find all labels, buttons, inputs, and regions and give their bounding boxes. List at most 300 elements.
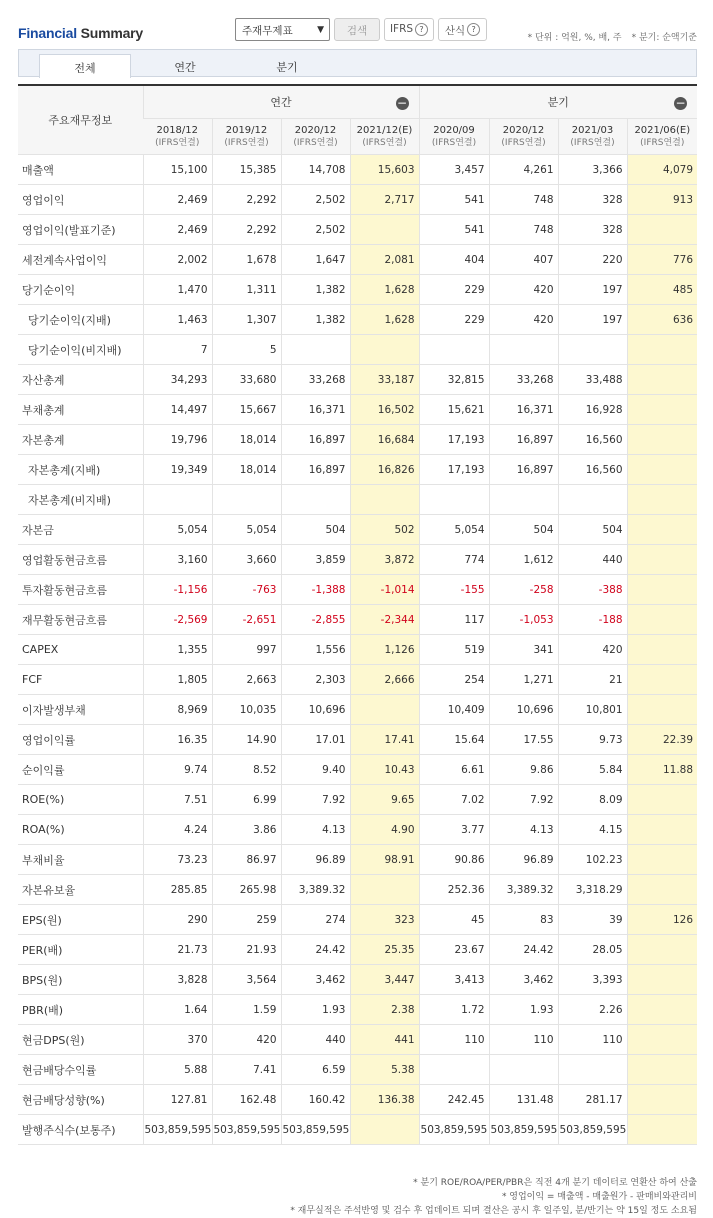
- value-cell: -2,569: [143, 605, 212, 635]
- value-cell: 420: [212, 1025, 281, 1055]
- value-cell: [212, 485, 281, 515]
- table-row: [18, 1115, 697, 1145]
- value-cell: [419, 1055, 489, 1085]
- value-cell: 2,002: [143, 245, 212, 275]
- row-label: 현금DPS(원): [18, 1025, 143, 1055]
- value-cell: 7.02: [419, 785, 489, 815]
- period-basis: (IFRS연결): [155, 137, 200, 148]
- row-label: 순이익률: [18, 755, 143, 785]
- value-cell: 3,660: [212, 545, 281, 575]
- value-cell: 197: [558, 305, 627, 335]
- value-cell: 5,054: [419, 515, 489, 545]
- row-label: CAPEX: [18, 635, 143, 665]
- table-row: [18, 635, 697, 665]
- statement-select-value: 주재무제표: [242, 25, 293, 37]
- value-cell: 10.43: [350, 755, 419, 785]
- value-cell: 5.84: [558, 755, 627, 785]
- period-basis: (IFRS연결): [570, 137, 615, 148]
- value-cell: 18,014: [212, 425, 281, 455]
- value-cell: 4,261: [489, 155, 558, 185]
- value-cell: 33,268: [281, 365, 350, 395]
- value-cell: 2,717: [350, 185, 419, 215]
- value-cell: 16,897: [281, 425, 350, 455]
- value-cell: 748: [489, 185, 558, 215]
- period-label: 2019/12: [225, 124, 268, 136]
- value-cell: 126: [627, 905, 697, 935]
- table-row: [18, 185, 697, 215]
- value-cell: 504: [489, 515, 558, 545]
- value-cell: 15,621: [419, 395, 489, 425]
- period-label: 2020/12: [502, 124, 545, 136]
- unit-text: * 단위 : 억원, %, 배, 주: [527, 33, 622, 43]
- row-label: 발행주식수(보통주): [18, 1115, 143, 1145]
- value-cell: 3,828: [143, 965, 212, 995]
- value-cell: 3,457: [419, 155, 489, 185]
- value-cell: 16,502: [350, 395, 419, 425]
- table-row: [18, 1055, 697, 1085]
- value-cell: 370: [143, 1025, 212, 1055]
- row-label: 영업이익: [18, 185, 143, 215]
- value-cell: 229: [419, 275, 489, 305]
- period-label: 2021/06(E): [634, 124, 691, 136]
- value-cell: [627, 1055, 697, 1085]
- footnote: * 분기 ROE/ROA/PER/PBR은 직전 4개 분기 데이터로 연환산 하여 산출: [413, 1178, 697, 1188]
- value-cell: 6.59: [281, 1055, 350, 1085]
- value-cell: 21.73: [143, 935, 212, 965]
- value-cell: 3,462: [281, 965, 350, 995]
- value-cell: 2.26: [558, 995, 627, 1025]
- table-row: [18, 365, 697, 395]
- period-header: [350, 119, 419, 155]
- value-cell: 3.86: [212, 815, 281, 845]
- value-cell: 1,355: [143, 635, 212, 665]
- value-cell: 636: [627, 305, 697, 335]
- value-cell: 1.64: [143, 995, 212, 1025]
- value-cell: [627, 815, 697, 845]
- value-cell: 3,389.32: [281, 875, 350, 905]
- value-cell: 10,801: [558, 695, 627, 725]
- value-cell: 281.17: [558, 1085, 627, 1115]
- value-cell: [419, 485, 489, 515]
- row-label: 당기순이익(비지배): [18, 335, 143, 365]
- table-row: [18, 215, 697, 245]
- header: [0, 0, 713, 48]
- value-cell: [627, 1115, 697, 1145]
- value-cell: 15,603: [350, 155, 419, 185]
- value-cell: 83: [489, 905, 558, 935]
- value-cell: [627, 785, 697, 815]
- value-cell: 117: [419, 605, 489, 635]
- row-label: BPS(원): [18, 965, 143, 995]
- value-cell: 110: [558, 1025, 627, 1055]
- footnotes: [290, 1176, 697, 1218]
- value-cell: [350, 695, 419, 725]
- question-icon: ?: [467, 23, 480, 36]
- value-cell: [627, 575, 697, 605]
- value-cell: 21: [558, 665, 627, 695]
- value-cell: 16,897: [281, 455, 350, 485]
- value-cell: [419, 335, 489, 365]
- value-cell: 2,292: [212, 215, 281, 245]
- table-row: [18, 695, 697, 725]
- value-cell: 10,035: [212, 695, 281, 725]
- value-cell: [350, 1115, 419, 1145]
- search-button-label: 검색: [346, 25, 368, 37]
- value-cell: 7.92: [489, 785, 558, 815]
- value-cell: -1,388: [281, 575, 350, 605]
- value-cell: 9.73: [558, 725, 627, 755]
- value-cell: [627, 875, 697, 905]
- table-row: [18, 515, 697, 545]
- footnote: * 영업이익 = 매출액 - 매출원가 - 판매비와관리비: [501, 1192, 697, 1202]
- value-cell: 96.89: [281, 845, 350, 875]
- value-cell: -2,855: [281, 605, 350, 635]
- value-cell: 503,859,595: [212, 1115, 281, 1145]
- value-cell: 32,815: [419, 365, 489, 395]
- value-cell: 3,366: [558, 155, 627, 185]
- value-cell: [627, 515, 697, 545]
- value-cell: 17.55: [489, 725, 558, 755]
- value-cell: 6.61: [419, 755, 489, 785]
- value-cell: 2,469: [143, 185, 212, 215]
- value-cell: 5,054: [143, 515, 212, 545]
- value-cell: 8.09: [558, 785, 627, 815]
- row-label: 자본유보율: [18, 875, 143, 905]
- brand-title: [18, 25, 143, 41]
- value-cell: 16,371: [281, 395, 350, 425]
- value-cell: 5.38: [350, 1055, 419, 1085]
- value-cell: 9.74: [143, 755, 212, 785]
- value-cell: -188: [558, 605, 627, 635]
- value-cell: [627, 665, 697, 695]
- value-cell: 1,678: [212, 245, 281, 275]
- value-cell: [627, 605, 697, 635]
- value-cell: 8,969: [143, 695, 212, 725]
- value-cell: [350, 485, 419, 515]
- value-cell: 18,014: [212, 455, 281, 485]
- value-cell: 15,667: [212, 395, 281, 425]
- table-row: [18, 1085, 697, 1115]
- value-cell: [143, 485, 212, 515]
- value-cell: 997: [212, 635, 281, 665]
- group-quarter-label: 분기: [547, 96, 569, 109]
- value-cell: [627, 965, 697, 995]
- formula-label: 산식: [444, 25, 466, 37]
- value-cell: 1,126: [350, 635, 419, 665]
- value-cell: 33,680: [212, 365, 281, 395]
- value-cell: 33,488: [558, 365, 627, 395]
- value-cell: 2,502: [281, 185, 350, 215]
- value-cell: -763: [212, 575, 281, 605]
- period-basis: (IFRS연결): [431, 137, 477, 148]
- value-cell: 9.40: [281, 755, 350, 785]
- basis-text: * 분기: 순액기준: [631, 33, 697, 43]
- value-cell: 16,897: [489, 425, 558, 455]
- value-cell: 16,560: [558, 425, 627, 455]
- period-header: [281, 119, 350, 155]
- value-cell: 1,271: [489, 665, 558, 695]
- period-label: 2021/03: [571, 124, 614, 136]
- value-cell: [489, 485, 558, 515]
- row-label: ROA(%): [18, 815, 143, 845]
- value-cell: 127.81: [143, 1085, 212, 1115]
- value-cell: 748: [489, 215, 558, 245]
- value-cell: [350, 335, 419, 365]
- row-header: 주요재무정보: [18, 85, 143, 155]
- period-label: 2020/12: [294, 124, 337, 136]
- value-cell: 503,859,595: [143, 1115, 212, 1145]
- period-header: [212, 119, 281, 155]
- value-cell: 328: [558, 215, 627, 245]
- statement-select[interactable]: [235, 18, 330, 41]
- value-cell: 24.42: [489, 935, 558, 965]
- row-label: 현금배당성향(%): [18, 1085, 143, 1115]
- value-cell: 1,628: [350, 305, 419, 335]
- tab-annual[interactable]: 연간: [174, 61, 196, 74]
- value-cell: 3,413: [419, 965, 489, 995]
- tab-quarter[interactable]: 분기: [276, 61, 298, 74]
- value-cell: [627, 395, 697, 425]
- value-cell: 24.42: [281, 935, 350, 965]
- row-label: 영업활동현금흐름: [18, 545, 143, 575]
- chevron-down-icon: ▼: [317, 25, 324, 35]
- formula-help-button[interactable]: [438, 18, 487, 41]
- table-row: [18, 275, 697, 305]
- value-cell: 131.48: [489, 1085, 558, 1115]
- table-row: [18, 335, 697, 365]
- value-cell: [627, 845, 697, 875]
- value-cell: 73.23: [143, 845, 212, 875]
- value-cell: 420: [489, 275, 558, 305]
- brand-financial: Financial: [18, 25, 77, 41]
- value-cell: 4.13: [489, 815, 558, 845]
- value-cell: 14,497: [143, 395, 212, 425]
- table-row: [18, 245, 697, 275]
- value-cell: 323: [350, 905, 419, 935]
- period-label: 2020/09: [433, 124, 475, 136]
- row-label: PBR(배): [18, 995, 143, 1025]
- period-basis: (IFRS연결): [293, 137, 338, 148]
- value-cell: 541: [419, 185, 489, 215]
- value-cell: -155: [419, 575, 489, 605]
- value-cell: 110: [419, 1025, 489, 1055]
- table-row: [18, 455, 697, 485]
- row-label: 당기순이익(지배): [18, 305, 143, 335]
- table-row: [18, 875, 697, 905]
- value-cell: 220: [558, 245, 627, 275]
- value-cell: 2,663: [212, 665, 281, 695]
- value-cell: 3,447: [350, 965, 419, 995]
- value-cell: 33,187: [350, 365, 419, 395]
- value-cell: [627, 335, 697, 365]
- row-label: FCF: [18, 665, 143, 695]
- value-cell: 2.38: [350, 995, 419, 1025]
- value-cell: 9.86: [489, 755, 558, 785]
- table-row: [18, 995, 697, 1025]
- value-cell: 913: [627, 185, 697, 215]
- value-cell: 96.89: [489, 845, 558, 875]
- value-cell: 1,556: [281, 635, 350, 665]
- value-cell: 440: [281, 1025, 350, 1055]
- value-cell: 25.35: [350, 935, 419, 965]
- value-cell: [281, 335, 350, 365]
- value-cell: 3,564: [212, 965, 281, 995]
- value-cell: 242.45: [419, 1085, 489, 1115]
- row-label: 자본총계(지배): [18, 455, 143, 485]
- ifrs-label: IFRS: [389, 23, 414, 35]
- value-cell: [489, 1055, 558, 1085]
- table-row: [18, 785, 697, 815]
- value-cell: 7.92: [281, 785, 350, 815]
- value-cell: 341: [489, 635, 558, 665]
- collapse-annual-icon[interactable]: −: [396, 96, 408, 110]
- value-cell: -2,344: [350, 605, 419, 635]
- period-header: [627, 119, 697, 155]
- value-cell: 10,696: [281, 695, 350, 725]
- value-cell: 102.23: [558, 845, 627, 875]
- period-basis: (IFRS연결): [224, 137, 269, 148]
- value-cell: 1,311: [212, 275, 281, 305]
- value-cell: 16.35: [143, 725, 212, 755]
- value-cell: 519: [419, 635, 489, 665]
- value-cell: 8.52: [212, 755, 281, 785]
- value-cell: 3,872: [350, 545, 419, 575]
- period-header: [143, 119, 212, 155]
- group-quarter: [419, 85, 697, 119]
- value-cell: -388: [558, 575, 627, 605]
- value-cell: 1,470: [143, 275, 212, 305]
- value-cell: 17,193: [419, 425, 489, 455]
- value-cell: 254: [419, 665, 489, 695]
- value-cell: [489, 335, 558, 365]
- table-row: [18, 305, 697, 335]
- value-cell: 259: [212, 905, 281, 935]
- value-cell: 274: [281, 905, 350, 935]
- value-cell: [350, 875, 419, 905]
- value-cell: 7: [143, 335, 212, 365]
- value-cell: 16,684: [350, 425, 419, 455]
- financial-summary-table: [18, 84, 697, 1145]
- row-label: 세전계속사업이익: [18, 245, 143, 275]
- table-row: [18, 545, 697, 575]
- value-cell: 420: [489, 305, 558, 335]
- value-cell: 4.13: [281, 815, 350, 845]
- value-cell: 16,928: [558, 395, 627, 425]
- value-cell: 2,081: [350, 245, 419, 275]
- row-label: 당기순이익: [18, 275, 143, 305]
- table-row: [18, 605, 697, 635]
- value-cell: 90.86: [419, 845, 489, 875]
- value-cell: 285.85: [143, 875, 212, 905]
- period-label: 2018/12: [156, 124, 199, 136]
- value-cell: 17.41: [350, 725, 419, 755]
- value-cell: 162.48: [212, 1085, 281, 1115]
- value-cell: -1,014: [350, 575, 419, 605]
- value-cell: 5.88: [143, 1055, 212, 1085]
- row-label: 영업이익률: [18, 725, 143, 755]
- period-tabs: [18, 49, 697, 77]
- value-cell: 3,389.32: [489, 875, 558, 905]
- value-cell: [627, 1025, 697, 1055]
- value-cell: 16,826: [350, 455, 419, 485]
- value-cell: 1,628: [350, 275, 419, 305]
- ifrs-help-button[interactable]: [384, 18, 434, 41]
- brand-summary: Summary: [76, 25, 143, 41]
- row-label: PER(배): [18, 935, 143, 965]
- row-label: 현금배당수익률: [18, 1055, 143, 1085]
- value-cell: 541: [419, 215, 489, 245]
- value-cell: 33,268: [489, 365, 558, 395]
- value-cell: 28.05: [558, 935, 627, 965]
- value-cell: 503,859,595: [419, 1115, 489, 1145]
- value-cell: [627, 935, 697, 965]
- value-cell: [627, 485, 697, 515]
- value-cell: 1,382: [281, 275, 350, 305]
- period-header: [489, 119, 558, 155]
- value-cell: 1,382: [281, 305, 350, 335]
- value-cell: 16,560: [558, 455, 627, 485]
- row-label: 부채비율: [18, 845, 143, 875]
- tab-all[interactable]: 전체: [39, 54, 131, 78]
- value-cell: 503,859,595: [558, 1115, 627, 1145]
- value-cell: 11.88: [627, 755, 697, 785]
- row-label: 자산총계: [18, 365, 143, 395]
- value-cell: 14.90: [212, 725, 281, 755]
- value-cell: -2,651: [212, 605, 281, 635]
- value-cell: 19,796: [143, 425, 212, 455]
- value-cell: 2,303: [281, 665, 350, 695]
- value-cell: 503,859,595: [489, 1115, 558, 1145]
- table-row: [18, 755, 697, 785]
- period-header: [419, 119, 489, 155]
- value-cell: 5,054: [212, 515, 281, 545]
- search-button[interactable]: [334, 18, 380, 41]
- value-cell: [558, 1055, 627, 1085]
- collapse-quarter-icon[interactable]: −: [675, 96, 686, 110]
- table-row: [18, 155, 697, 185]
- value-cell: 197: [558, 275, 627, 305]
- row-label: 매출액: [18, 155, 143, 185]
- value-cell: 10,696: [489, 695, 558, 725]
- table-row: [18, 845, 697, 875]
- value-cell: [627, 1085, 697, 1115]
- value-cell: 15,100: [143, 155, 212, 185]
- value-cell: 4,079: [627, 155, 697, 185]
- row-label: 부채총계: [18, 395, 143, 425]
- value-cell: 1,463: [143, 305, 212, 335]
- value-cell: 3,318.29: [558, 875, 627, 905]
- group-annual: [143, 85, 419, 119]
- value-cell: 17.01: [281, 725, 350, 755]
- value-cell: 16,371: [489, 395, 558, 425]
- value-cell: 160.42: [281, 1085, 350, 1115]
- value-cell: 22.39: [627, 725, 697, 755]
- value-cell: 1,647: [281, 245, 350, 275]
- value-cell: [558, 335, 627, 365]
- value-cell: 110: [489, 1025, 558, 1055]
- value-cell: 252.36: [419, 875, 489, 905]
- period-basis: (IFRS연결): [640, 137, 685, 148]
- value-cell: 502: [350, 515, 419, 545]
- value-cell: 229: [419, 305, 489, 335]
- value-cell: 1,805: [143, 665, 212, 695]
- value-cell: 16,897: [489, 455, 558, 485]
- value-cell: 3,393: [558, 965, 627, 995]
- value-cell: [558, 485, 627, 515]
- value-cell: 440: [558, 545, 627, 575]
- row-label: EPS(원): [18, 905, 143, 935]
- table-row: [18, 905, 697, 935]
